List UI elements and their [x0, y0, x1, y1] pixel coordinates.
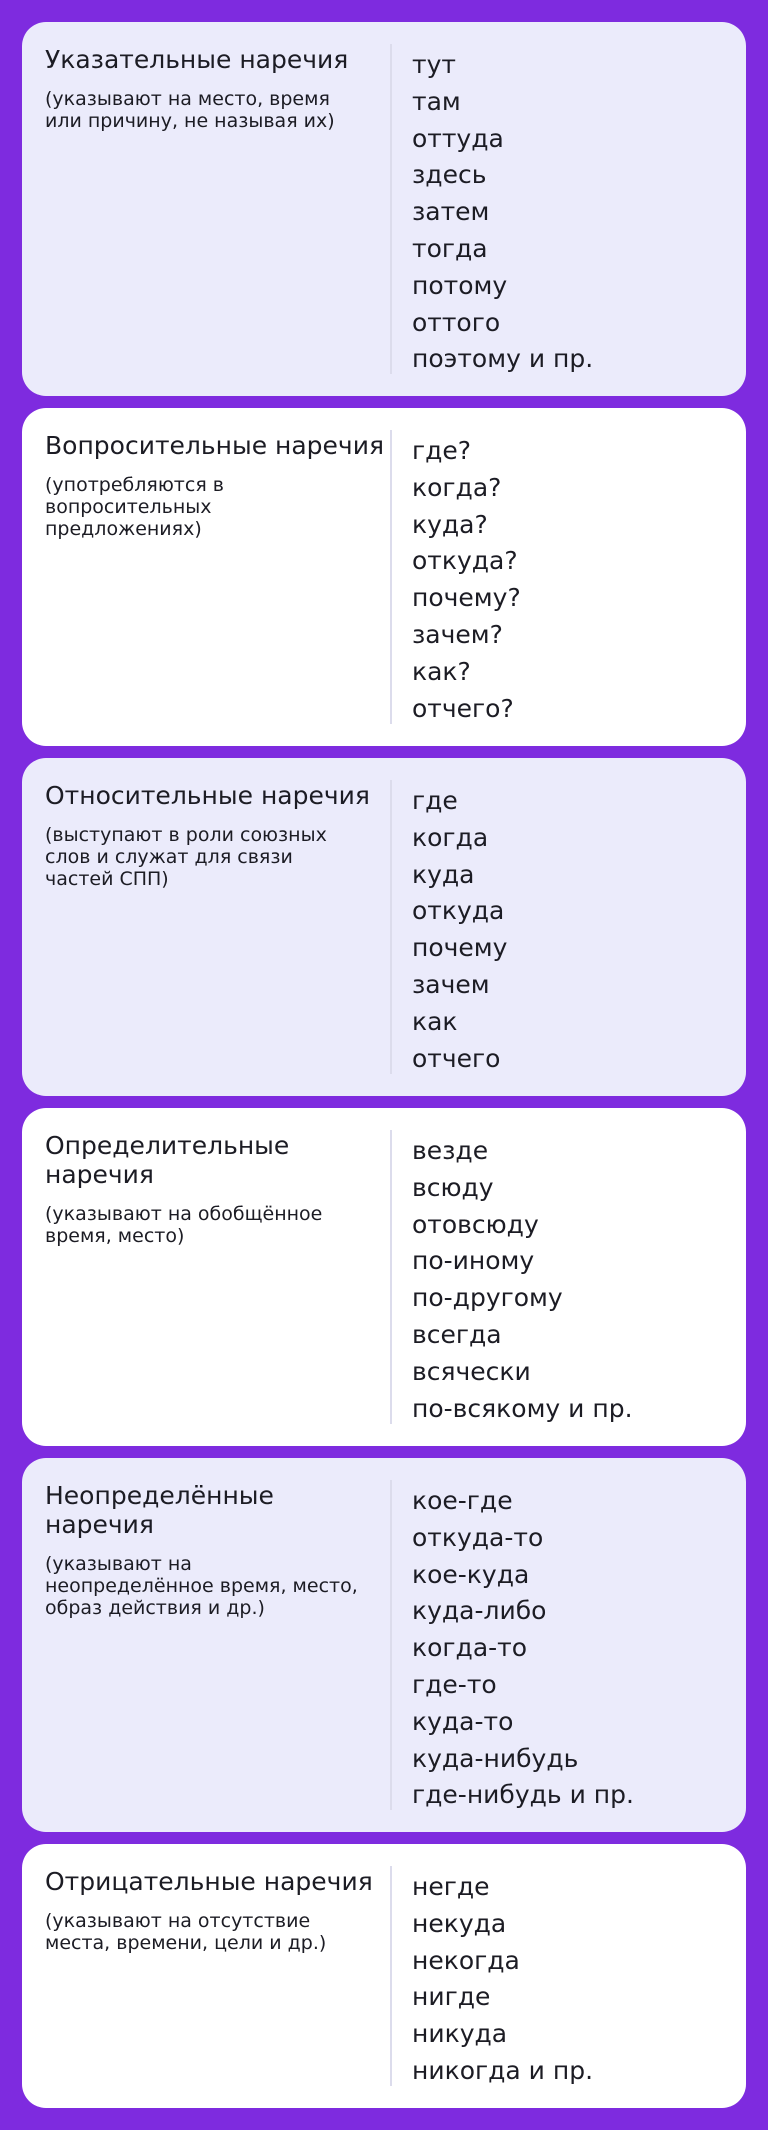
list-item: откуда?	[412, 546, 518, 576]
list-item: отовсюду	[412, 1209, 539, 1239]
list-item: везде	[412, 1136, 489, 1165]
column-divider	[390, 1866, 392, 2086]
column-divider	[390, 430, 392, 724]
list-item: когда-то	[412, 1633, 528, 1663]
list-item: оттого	[412, 307, 501, 337]
list-item: куда-либо	[412, 1596, 547, 1626]
card-demonstrative-adverbs	[22, 22, 746, 396]
column-divider	[390, 1130, 392, 1424]
column-divider	[390, 44, 392, 374]
list-item: отчего	[412, 1043, 501, 1073]
list-item: почему	[412, 933, 508, 963]
list-item: по-иному	[412, 1246, 535, 1276]
list-item: поэтому и пр.	[412, 344, 594, 374]
list-item: нигде	[412, 1982, 491, 2012]
list-item: потому	[412, 270, 508, 300]
list-item: по-другому	[412, 1283, 563, 1313]
list-item: как	[412, 1006, 458, 1036]
card-description: (указывают на обобщённое время, место)	[45, 1203, 323, 1247]
card-interrogative-adverbs	[22, 408, 746, 746]
list-item: зачем	[412, 969, 490, 999]
list-item: всячески	[412, 1356, 531, 1386]
card-title: Указательные наречия	[45, 45, 349, 74]
list-item: зачем?	[412, 619, 503, 649]
word-list	[412, 433, 521, 727]
list-item: куда-нибудь	[412, 1743, 579, 1773]
list-item: здесь	[412, 160, 487, 190]
list-item: когда?	[412, 472, 502, 502]
word-list	[412, 1133, 633, 1427]
list-item: куда	[412, 859, 475, 889]
list-item: по-всякому и пр.	[412, 1393, 633, 1423]
card-description: (употребляются в вопросительных предложениях)	[45, 474, 224, 540]
card-description: (указывают на место, время или причину, не называя их)	[45, 88, 335, 132]
word-list	[412, 1483, 634, 1814]
list-item: где-то	[412, 1669, 497, 1699]
word-list	[412, 47, 593, 378]
list-item: где-нибудь и пр.	[412, 1780, 634, 1810]
card-description: (выступают в роли союзных слов и служат для связи частей СПП)	[45, 824, 327, 890]
card-title: Отрицательные наречия	[45, 1867, 373, 1896]
list-item: как?	[412, 656, 471, 686]
list-item: некогда	[412, 1945, 520, 1975]
list-item: затем	[412, 197, 490, 227]
list-item: негде	[412, 1872, 490, 1901]
list-item: кое-где	[412, 1486, 513, 1515]
card-title: Относительные наречия	[45, 781, 370, 810]
column-divider	[390, 1480, 392, 1810]
card-negative-adverbs	[22, 1844, 746, 2108]
list-item: никуда	[412, 2019, 508, 2049]
list-item: там	[412, 86, 461, 116]
card-title: Неопределённые наречия	[45, 1481, 274, 1539]
word-list	[412, 1869, 593, 2090]
list-item: оттуда	[412, 123, 504, 153]
list-item: всюду	[412, 1172, 494, 1202]
card-determinative-adverbs	[22, 1108, 746, 1446]
card-description: (указывают на неопределённое время, место, образ действия и др.)	[45, 1553, 358, 1619]
list-item: никогда и пр.	[412, 2055, 594, 2085]
list-item: тут	[412, 50, 456, 79]
list-item: всегда	[412, 1319, 502, 1349]
list-item: где?	[412, 436, 472, 465]
card-description: (указывают на отсутствие места, времени, цели и др.)	[45, 1910, 327, 1954]
list-item: отчего?	[412, 693, 514, 723]
word-list	[412, 783, 507, 1077]
list-item: некуда	[412, 1908, 507, 1938]
list-item: откуда-то	[412, 1522, 544, 1552]
card-title: Вопросительные наречия	[45, 431, 384, 460]
list-item: почему?	[412, 583, 521, 613]
list-item: тогда	[412, 233, 488, 263]
list-item: куда-то	[412, 1706, 514, 1736]
card-relative-adverbs	[22, 758, 746, 1096]
column-divider	[390, 780, 392, 1074]
card-indefinite-adverbs	[22, 1458, 746, 1832]
list-item: где	[412, 786, 458, 815]
list-item: куда?	[412, 509, 488, 539]
card-title: Определительные наречия	[45, 1131, 290, 1189]
list-item: когда	[412, 822, 489, 852]
list-item: откуда	[412, 896, 505, 926]
list-item: кое-куда	[412, 1559, 530, 1589]
